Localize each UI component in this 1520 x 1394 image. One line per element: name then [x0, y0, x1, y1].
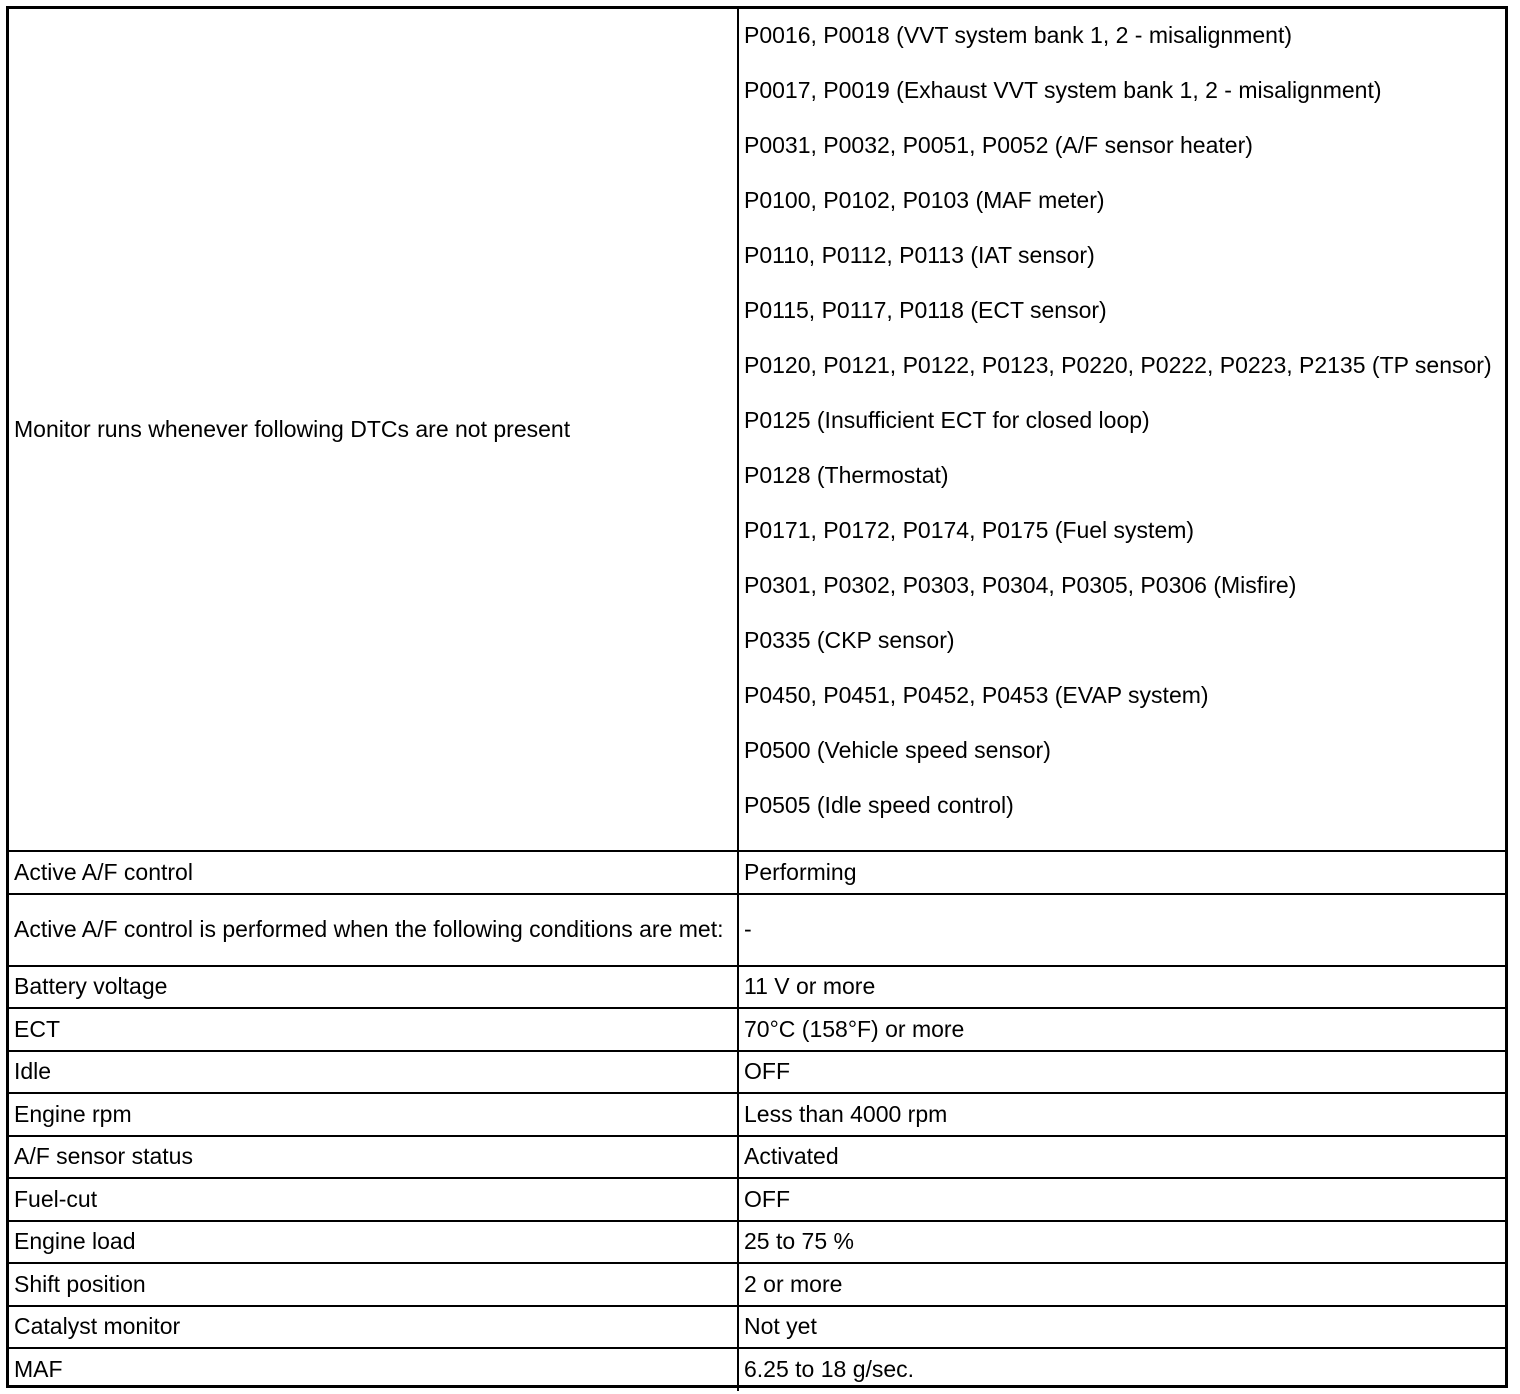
- condition-label: Active A/F control is performed when the following conditions are met:: [9, 894, 738, 966]
- dtc-list-cell: [738, 9, 1505, 851]
- table-row: [9, 1221, 1505, 1264]
- condition-value: 11 V or more: [738, 966, 1505, 1009]
- monitor-conditions-table: [9, 9, 1505, 1391]
- conditions-table-frame: [6, 6, 1508, 1388]
- table-row: [9, 1263, 1505, 1306]
- table-row: [9, 1136, 1505, 1179]
- dtc-item: P0335 (CKP sensor): [744, 627, 955, 653]
- dtc-item: P0115, P0117, P0118 (ECT sensor): [744, 297, 1107, 323]
- dtc-list: [744, 21, 1499, 820]
- dtc-item: P0031, P0032, P0051, P0052 (A/F sensor heater): [744, 132, 1253, 158]
- dtc-item: P0301, P0302, P0303, P0304, P0305, P0306 (Misfire): [744, 572, 1297, 598]
- condition-value: -: [738, 894, 1505, 966]
- condition-label: Catalyst monitor: [9, 1306, 738, 1349]
- dtc-item: P0125 (Insufficient ECT for closed loop): [744, 407, 1150, 433]
- condition-value: OFF: [738, 1178, 1505, 1221]
- dtc-item: P0100, P0102, P0103 (MAF meter): [744, 187, 1105, 213]
- dtc-conditions-label: Monitor runs whenever following DTCs are not present: [9, 9, 738, 851]
- condition-value: Activated: [738, 1136, 1505, 1179]
- table-row: [9, 1178, 1505, 1221]
- table-row: [9, 1306, 1505, 1349]
- dtc-item: P0505 (Idle speed control): [744, 792, 1014, 818]
- table-row: [9, 894, 1505, 966]
- condition-label: Battery voltage: [9, 966, 738, 1009]
- dtc-item: P0110, P0112, P0113 (IAT sensor): [744, 242, 1095, 268]
- condition-value: OFF: [738, 1051, 1505, 1094]
- condition-value: 70°C (158°F) or more: [738, 1008, 1505, 1051]
- condition-label: Shift position: [9, 1263, 738, 1306]
- dtc-item: P0128 (Thermostat): [744, 462, 949, 488]
- table-row-dtc-conditions: [9, 9, 1505, 851]
- condition-label: A/F sensor status: [9, 1136, 738, 1179]
- table-row: [9, 1093, 1505, 1136]
- condition-label: Fuel-cut: [9, 1178, 738, 1221]
- table-row: [9, 1348, 1505, 1391]
- condition-value: Performing: [738, 851, 1505, 894]
- table-row: [9, 1008, 1505, 1051]
- condition-label: Active A/F control: [9, 851, 738, 894]
- condition-value: 6.25 to 18 g/sec.: [744, 1356, 915, 1383]
- dtc-item: P0450, P0451, P0452, P0453 (EVAP system): [744, 682, 1209, 708]
- dtc-item: P0171, P0172, P0174, P0175 (Fuel system): [744, 517, 1195, 543]
- condition-label: ECT: [9, 1008, 738, 1051]
- condition-value: Not yet: [738, 1306, 1505, 1349]
- condition-label: Idle: [9, 1051, 738, 1094]
- condition-label: MAF: [9, 1348, 738, 1391]
- condition-label: Engine load: [9, 1221, 738, 1264]
- condition-value: 25 to 75 %: [738, 1221, 1505, 1264]
- condition-label: Engine rpm: [9, 1093, 738, 1136]
- dtc-item: P0017, P0019 (Exhaust VVT system bank 1, 2 - misalignment): [744, 77, 1382, 103]
- dtc-item: P0120, P0121, P0122, P0123, P0220, P0222, P0223, P2135 (TP sensor): [744, 352, 1492, 378]
- condition-value: Less than 4000 rpm: [738, 1093, 1505, 1136]
- table-row: [9, 851, 1505, 894]
- dtc-item: P0500 (Vehicle speed sensor): [744, 737, 1051, 763]
- condition-value: 2 or more: [738, 1263, 1505, 1306]
- table-row: [9, 966, 1505, 1009]
- dtc-item: P0016, P0018 (VVT system bank 1, 2 - misalignment): [744, 22, 1293, 48]
- table-row: [9, 1051, 1505, 1094]
